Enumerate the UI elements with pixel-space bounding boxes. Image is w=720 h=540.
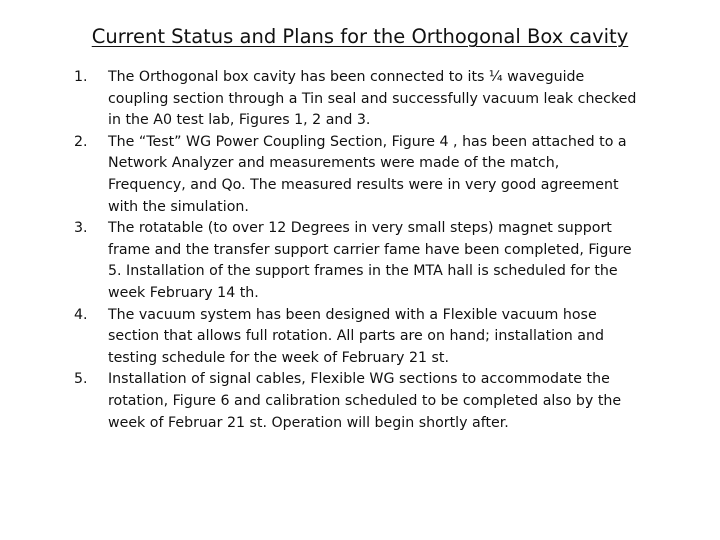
list-item-text: The “Test” WG Power Coupling Section, Figure 4 , has been attached to a Network Analyzer and measurements were made of the match, Frequency, and Qo. The measured results were in very good agreement with the simulation.	[108, 133, 627, 215]
list-item-5	[0, 369, 720, 434]
list-item-number: 2.	[74, 133, 88, 150]
list-item-text: The vacuum system has been designed with a Flexible vacuum hose section that allows full rotation. All parts are on hand; installation and testing schedule for the week of February 21 st.	[108, 306, 604, 366]
list-item-1	[0, 67, 720, 132]
status-list	[0, 67, 720, 434]
list-item-number: 1.	[74, 69, 88, 85]
list-item-text: Installation of signal cables, Flexible WG sections to accommodate the rotation, Figure 6 and calibration scheduled to be completed also by the week of Februar 21 st. Operation will begin shortly after.	[108, 371, 622, 431]
list-item-text: The rotatable (to over 12 Degrees in very small steps) magnet support frame and the transfer support carrier fame have been completed, Figure 5. Installation of the support frames in the MTA hall is scheduled for the week February 14 th.	[108, 220, 632, 301]
list-item-4	[0, 305, 720, 370]
list-item-number: 4.	[74, 306, 88, 323]
list-item-2	[0, 132, 720, 218]
list-item-number: 3.	[74, 220, 88, 237]
list-item-text: The Orthogonal box cavity has been connected to its ¼ waveguide coupling section through a Tin seal and successfully vacuum leak checked in the A0 test lab, Figures 1, 2 and 3.	[108, 69, 637, 129]
list-item-number: 5.	[74, 371, 88, 388]
slide-title: Current Status and Plans for the Orthogonal Box cavity	[91, 25, 629, 48]
list-item-3	[0, 218, 720, 304]
